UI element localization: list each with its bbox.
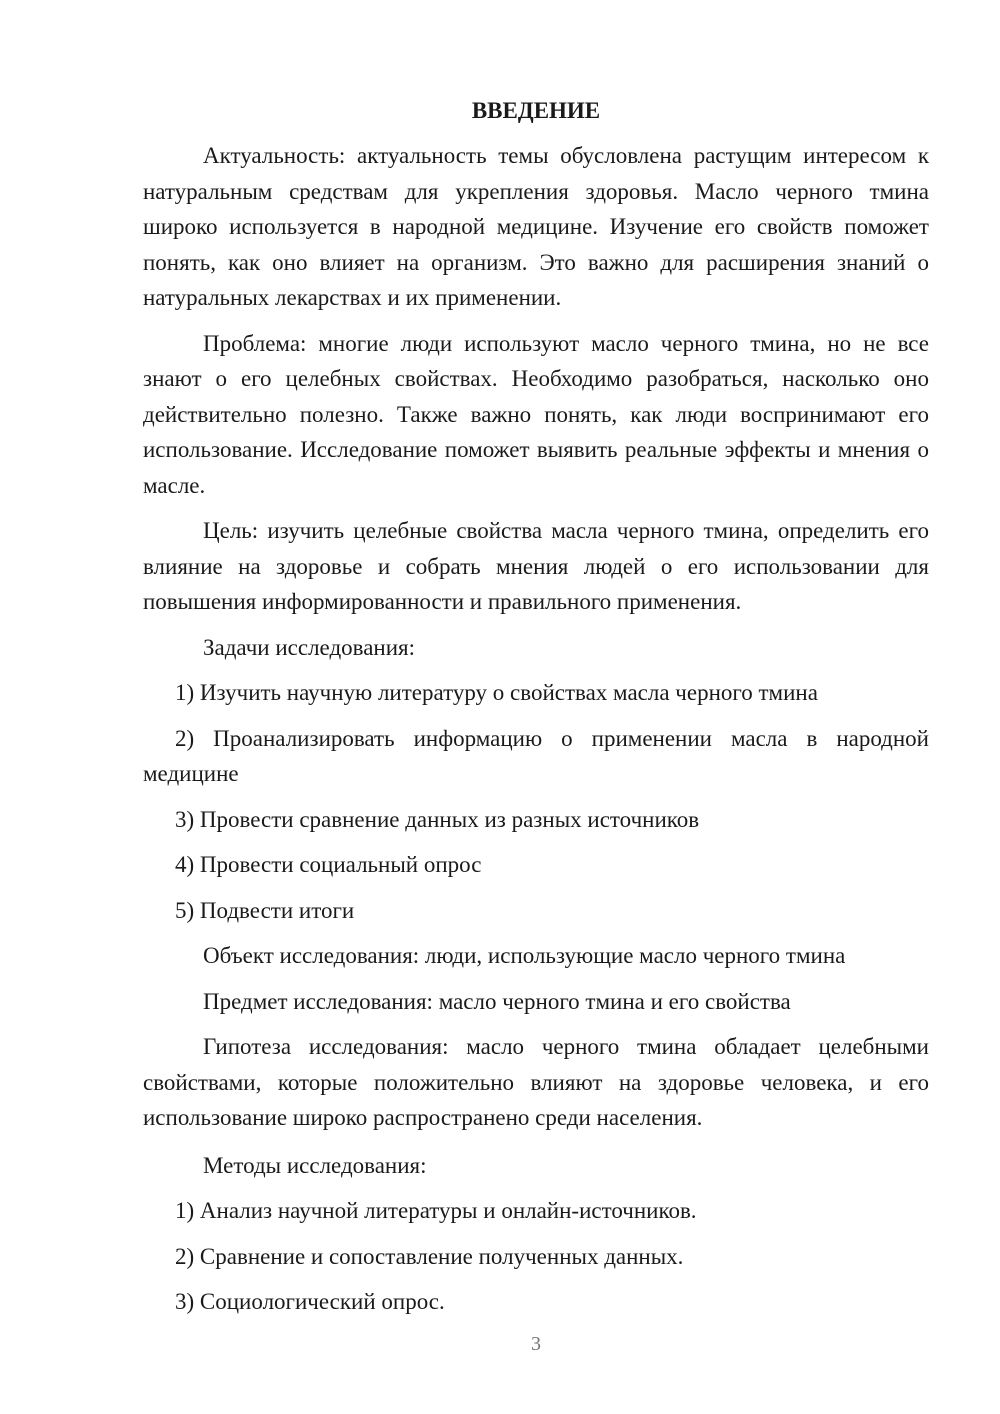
method-item-1: 1) Анализ научной литературы и онлайн-источников. [175, 1198, 697, 1223]
goal-paragraph: Цель: изучить целебные свойства масла черного тмина, определить его влияние на здоровье и собрать мнения людей о его использовании для повышения информированности и правильного применения. [143, 518, 929, 614]
method-item-3: 3) Социологический опрос. [175, 1289, 445, 1314]
research-object: Объект исследования: люди, использующие масло черного тмина [203, 943, 846, 968]
hypothesis-paragraph: Гипотеза исследования: масло черного тмина обладает целебными свойствами, которые положительно влияют на здоровье человека, и его использование широко распространено среди населения. [143, 1034, 929, 1130]
document-body [143, 96, 929, 1320]
method-item-2: 2) Сравнение и сопоставление полученных данных. [175, 1243, 684, 1269]
task-item-5: 5) Подвести итоги [175, 897, 355, 923]
research-subject: Предмет исследования: масло черного тмина и его свойства [203, 988, 791, 1014]
task-item-2: 2) Проанализировать информацию о применении масла в народной медицине [143, 725, 929, 786]
relevance-paragraph: Актуальность: актуальность темы обусловлена растущим интересом к натуральным средствам для укрепления здоровья. Масло черного тмина широко используется в народной медицине. Изучение его свойств поможет понять, как оно влияет на организм. Это важно для расширения знаний о натуральных лекарствах и их применении. [143, 143, 929, 310]
task-item-4: 4) Провести социальный опрос [175, 852, 482, 877]
task-item-3: 3) Провести сравнение данных из разных источников [175, 806, 700, 832]
methods-heading: Методы исследования: [203, 1152, 427, 1178]
tasks-heading: Задачи исследования: [203, 634, 416, 660]
section-title: ВВЕДЕНИЕ [471, 98, 601, 123]
task-item-1: 1) Изучить научную литературу о свойствах масла черного тмина [175, 680, 818, 705]
page-number: 3 [531, 1333, 541, 1355]
problem-paragraph: Проблема: многие люди используют масло черного тмина, но не все знают о его целебных свойствах. Необходимо разобраться, насколько оно действительно полезно. Также важно понять, как люди воспринимают его использование. Исследование поможет выявить реальные эффекты и мнения о масле. [143, 330, 929, 498]
